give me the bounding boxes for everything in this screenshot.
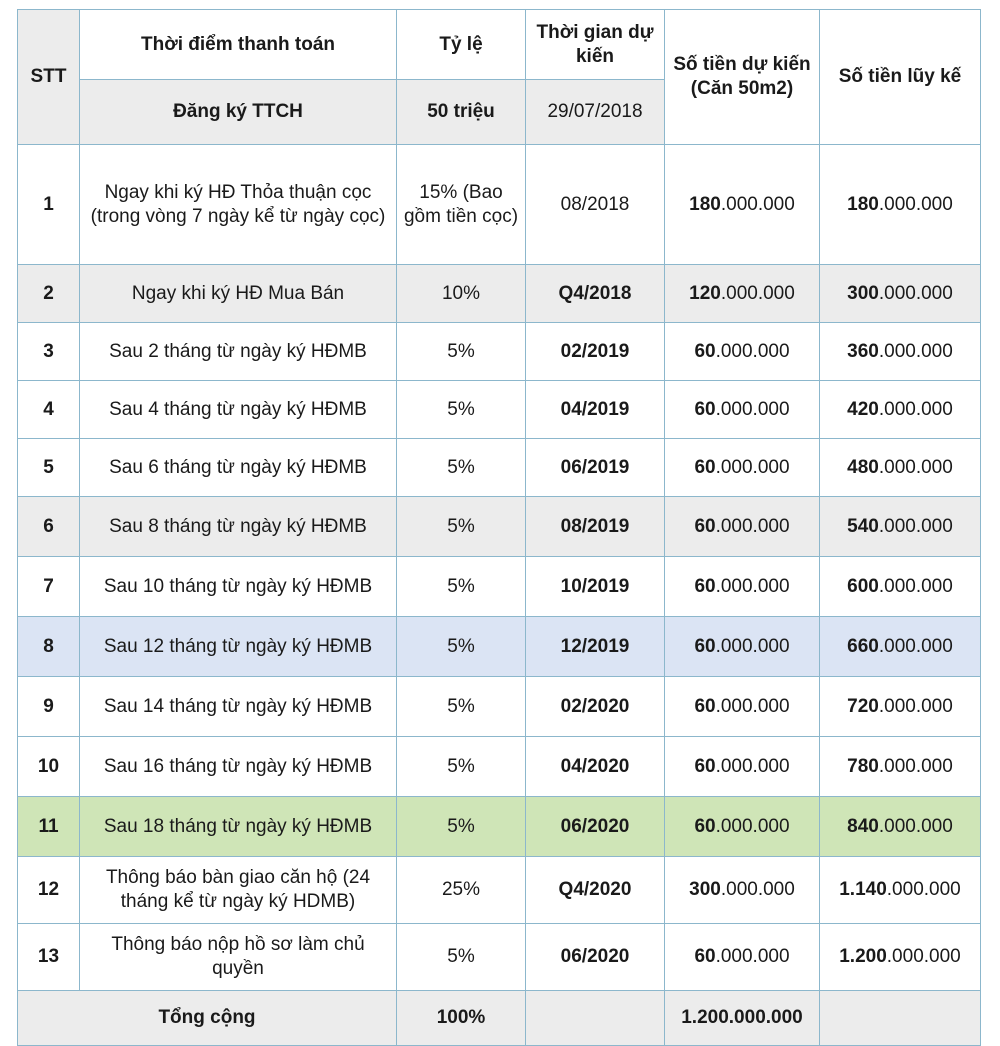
row-cumulative (820, 617, 981, 677)
row-description: Sau 6 tháng từ ngày ký HĐMB (80, 439, 397, 497)
amount-rest: .000.000 (715, 695, 790, 717)
row-cumulative (820, 737, 981, 797)
row-description: Sau 10 tháng từ ngày ký HĐMB (80, 557, 397, 617)
row-cumulative (820, 557, 981, 617)
amount-millions: 60 (694, 456, 716, 478)
row-stt: 13 (18, 924, 80, 991)
row-description: Thông báo nộp hồ sơ làm chủ quyền (80, 924, 397, 991)
row-description: Thông báo bàn giao căn hộ (24 tháng kể từ ngày ký HDMB) (80, 857, 397, 924)
row-amount (665, 737, 820, 797)
table-row (18, 265, 981, 323)
table-row (18, 924, 981, 991)
row-description: Sau 12 tháng từ ngày ký HĐMB (80, 617, 397, 677)
amount-millions: 60 (694, 635, 716, 657)
cumulative-millions: 840 (847, 815, 879, 837)
row-description: Sau 2 tháng từ ngày ký HĐMB (80, 323, 397, 381)
row-date: 08/2019 (526, 497, 665, 557)
row-rate: 5% (397, 557, 526, 617)
registration-date: 29/07/2018 (526, 80, 665, 145)
header-expected-time: Thời gian dự kiến (526, 10, 665, 80)
amount-rest: .000.000 (715, 456, 790, 478)
amount-rest: .000.000 (715, 815, 790, 837)
amount-millions: 60 (694, 946, 716, 967)
row-cumulative (820, 381, 981, 439)
header-payment-time: Thời điểm thanh toán (80, 10, 397, 80)
cumulative-rest: .000.000 (878, 695, 953, 717)
cumulative-millions: 540 (847, 515, 879, 537)
row-date: 06/2020 (526, 924, 665, 991)
cumulative-rest: .000.000 (878, 515, 953, 537)
header-cumulative: Số tiền lũy kế (820, 10, 981, 145)
row-cumulative (820, 145, 981, 265)
row-cumulative (820, 497, 981, 557)
cumulative-millions: 360 (847, 340, 879, 362)
row-description: Sau 18 tháng từ ngày ký HĐMB (80, 797, 397, 857)
cumulative-millions: 1.140 (839, 879, 887, 900)
row-rate: 10% (397, 265, 526, 323)
amount-millions: 60 (694, 340, 716, 362)
row-stt: 3 (18, 323, 80, 381)
row-cumulative (820, 857, 981, 924)
total-expected-time (526, 991, 665, 1046)
row-stt: 6 (18, 497, 80, 557)
row-date: 08/2018 (526, 145, 665, 265)
row-cumulative (820, 265, 981, 323)
row-date: 02/2020 (526, 677, 665, 737)
row-amount (665, 557, 820, 617)
row-amount (665, 439, 820, 497)
row-stt: 4 (18, 381, 80, 439)
cumulative-millions: 180 (847, 193, 879, 215)
row-date: Q4/2018 (526, 265, 665, 323)
table-row (18, 677, 981, 737)
row-description: Ngay khi ký HĐ Mua Bán (80, 265, 397, 323)
table-row (18, 857, 981, 924)
cumulative-rest: .000.000 (878, 755, 953, 777)
row-rate: 15% (Bao gồm tiền cọc) (397, 145, 526, 265)
row-description: Ngay khi ký HĐ Thỏa thuận cọc (trong vòng 7 ngày kể từ ngày cọc) (80, 145, 397, 265)
row-amount (665, 323, 820, 381)
cumulative-rest: .000.000 (878, 340, 953, 362)
row-stt: 12 (18, 857, 80, 924)
cumulative-rest: .000.000 (886, 879, 961, 900)
amount-millions: 60 (694, 695, 716, 717)
cumulative-rest: .000.000 (878, 815, 953, 837)
total-label: Tổng cộng (18, 991, 397, 1046)
row-date: 06/2020 (526, 797, 665, 857)
amount-millions: 180 (689, 193, 721, 215)
row-rate: 5% (397, 924, 526, 991)
total-amount: 1.200.000.000 (665, 991, 820, 1046)
row-amount (665, 381, 820, 439)
row-description: Sau 14 tháng từ ngày ký HĐMB (80, 677, 397, 737)
table-row (18, 617, 981, 677)
row-amount (665, 497, 820, 557)
row-amount (665, 145, 820, 265)
amount-millions: 300 (689, 879, 721, 900)
cumulative-rest: .000.000 (878, 456, 953, 478)
row-rate: 5% (397, 439, 526, 497)
row-rate: 5% (397, 497, 526, 557)
row-cumulative (820, 323, 981, 381)
table-row (18, 737, 981, 797)
row-amount (665, 924, 820, 991)
row-date: 04/2019 (526, 381, 665, 439)
table-row (18, 439, 981, 497)
row-amount (665, 677, 820, 737)
amount-millions: 60 (694, 398, 716, 420)
header-rate: Tỷ lệ (397, 10, 526, 80)
row-stt: 10 (18, 737, 80, 797)
row-rate: 5% (397, 617, 526, 677)
row-date: Q4/2020 (526, 857, 665, 924)
row-cumulative (820, 439, 981, 497)
row-cumulative (820, 797, 981, 857)
amount-rest: .000.000 (715, 398, 790, 420)
row-stt: 9 (18, 677, 80, 737)
row-date: 04/2020 (526, 737, 665, 797)
row-stt: 1 (18, 145, 80, 265)
row-stt: 7 (18, 557, 80, 617)
amount-millions: 60 (694, 815, 716, 837)
row-description: Sau 16 tháng từ ngày ký HĐMB (80, 737, 397, 797)
cumulative-rest: .000.000 (878, 635, 953, 657)
amount-rest: .000.000 (715, 946, 790, 967)
table-row (18, 497, 981, 557)
row-cumulative (820, 677, 981, 737)
row-amount (665, 617, 820, 677)
cumulative-millions: 300 (847, 282, 879, 304)
table-row (18, 381, 981, 439)
row-description: Sau 4 tháng từ ngày ký HĐMB (80, 381, 397, 439)
row-amount (665, 797, 820, 857)
header-stt: STT (18, 10, 80, 145)
table-row (18, 145, 981, 265)
cumulative-rest: .000.000 (878, 193, 953, 215)
total-cumulative (820, 991, 981, 1046)
amount-rest: .000.000 (720, 193, 795, 215)
cumulative-millions: 420 (847, 398, 879, 420)
cumulative-millions: 660 (847, 635, 879, 657)
cumulative-rest: .000.000 (878, 398, 953, 420)
amount-rest: .000.000 (715, 340, 790, 362)
amount-rest: .000.000 (715, 755, 790, 777)
registration-amount: 50 triệu (397, 80, 526, 145)
row-rate: 5% (397, 677, 526, 737)
cumulative-millions: 600 (847, 575, 879, 597)
amount-millions: 60 (694, 575, 716, 597)
row-description: Sau 8 tháng từ ngày ký HĐMB (80, 497, 397, 557)
total-rate: 100% (397, 991, 526, 1046)
registration-label: Đăng ký TTCH (80, 80, 397, 145)
row-amount (665, 857, 820, 924)
row-rate: 5% (397, 323, 526, 381)
row-stt: 11 (18, 797, 80, 857)
cumulative-rest: .000.000 (878, 575, 953, 597)
row-rate: 5% (397, 381, 526, 439)
schedule-rows (18, 145, 981, 991)
row-rate: 5% (397, 797, 526, 857)
cumulative-millions: 1.200 (839, 946, 887, 967)
row-date: 10/2019 (526, 557, 665, 617)
row-stt: 5 (18, 439, 80, 497)
cumulative-millions: 720 (847, 695, 879, 717)
cumulative-millions: 480 (847, 456, 879, 478)
table-row (18, 323, 981, 381)
table-row (18, 557, 981, 617)
row-date: 02/2019 (526, 323, 665, 381)
row-rate: 5% (397, 737, 526, 797)
amount-millions: 60 (694, 755, 716, 777)
row-date: 12/2019 (526, 617, 665, 677)
row-date: 06/2019 (526, 439, 665, 497)
amount-millions: 120 (689, 282, 721, 304)
row-stt: 8 (18, 617, 80, 677)
amount-rest: .000.000 (715, 635, 790, 657)
cumulative-rest: .000.000 (878, 282, 953, 304)
amount-millions: 60 (694, 515, 716, 537)
row-stt: 2 (18, 265, 80, 323)
amount-rest: .000.000 (715, 575, 790, 597)
row-amount (665, 265, 820, 323)
amount-rest: .000.000 (720, 879, 795, 900)
cumulative-rest: .000.000 (886, 946, 961, 967)
cumulative-millions: 780 (847, 755, 879, 777)
header-expected-amount: Số tiền dự kiến (Căn 50m2) (665, 10, 820, 145)
amount-rest: .000.000 (715, 515, 790, 537)
row-rate: 25% (397, 857, 526, 924)
payment-schedule-table (17, 9, 981, 1046)
table-row (18, 797, 981, 857)
amount-rest: .000.000 (720, 282, 795, 304)
row-cumulative (820, 924, 981, 991)
